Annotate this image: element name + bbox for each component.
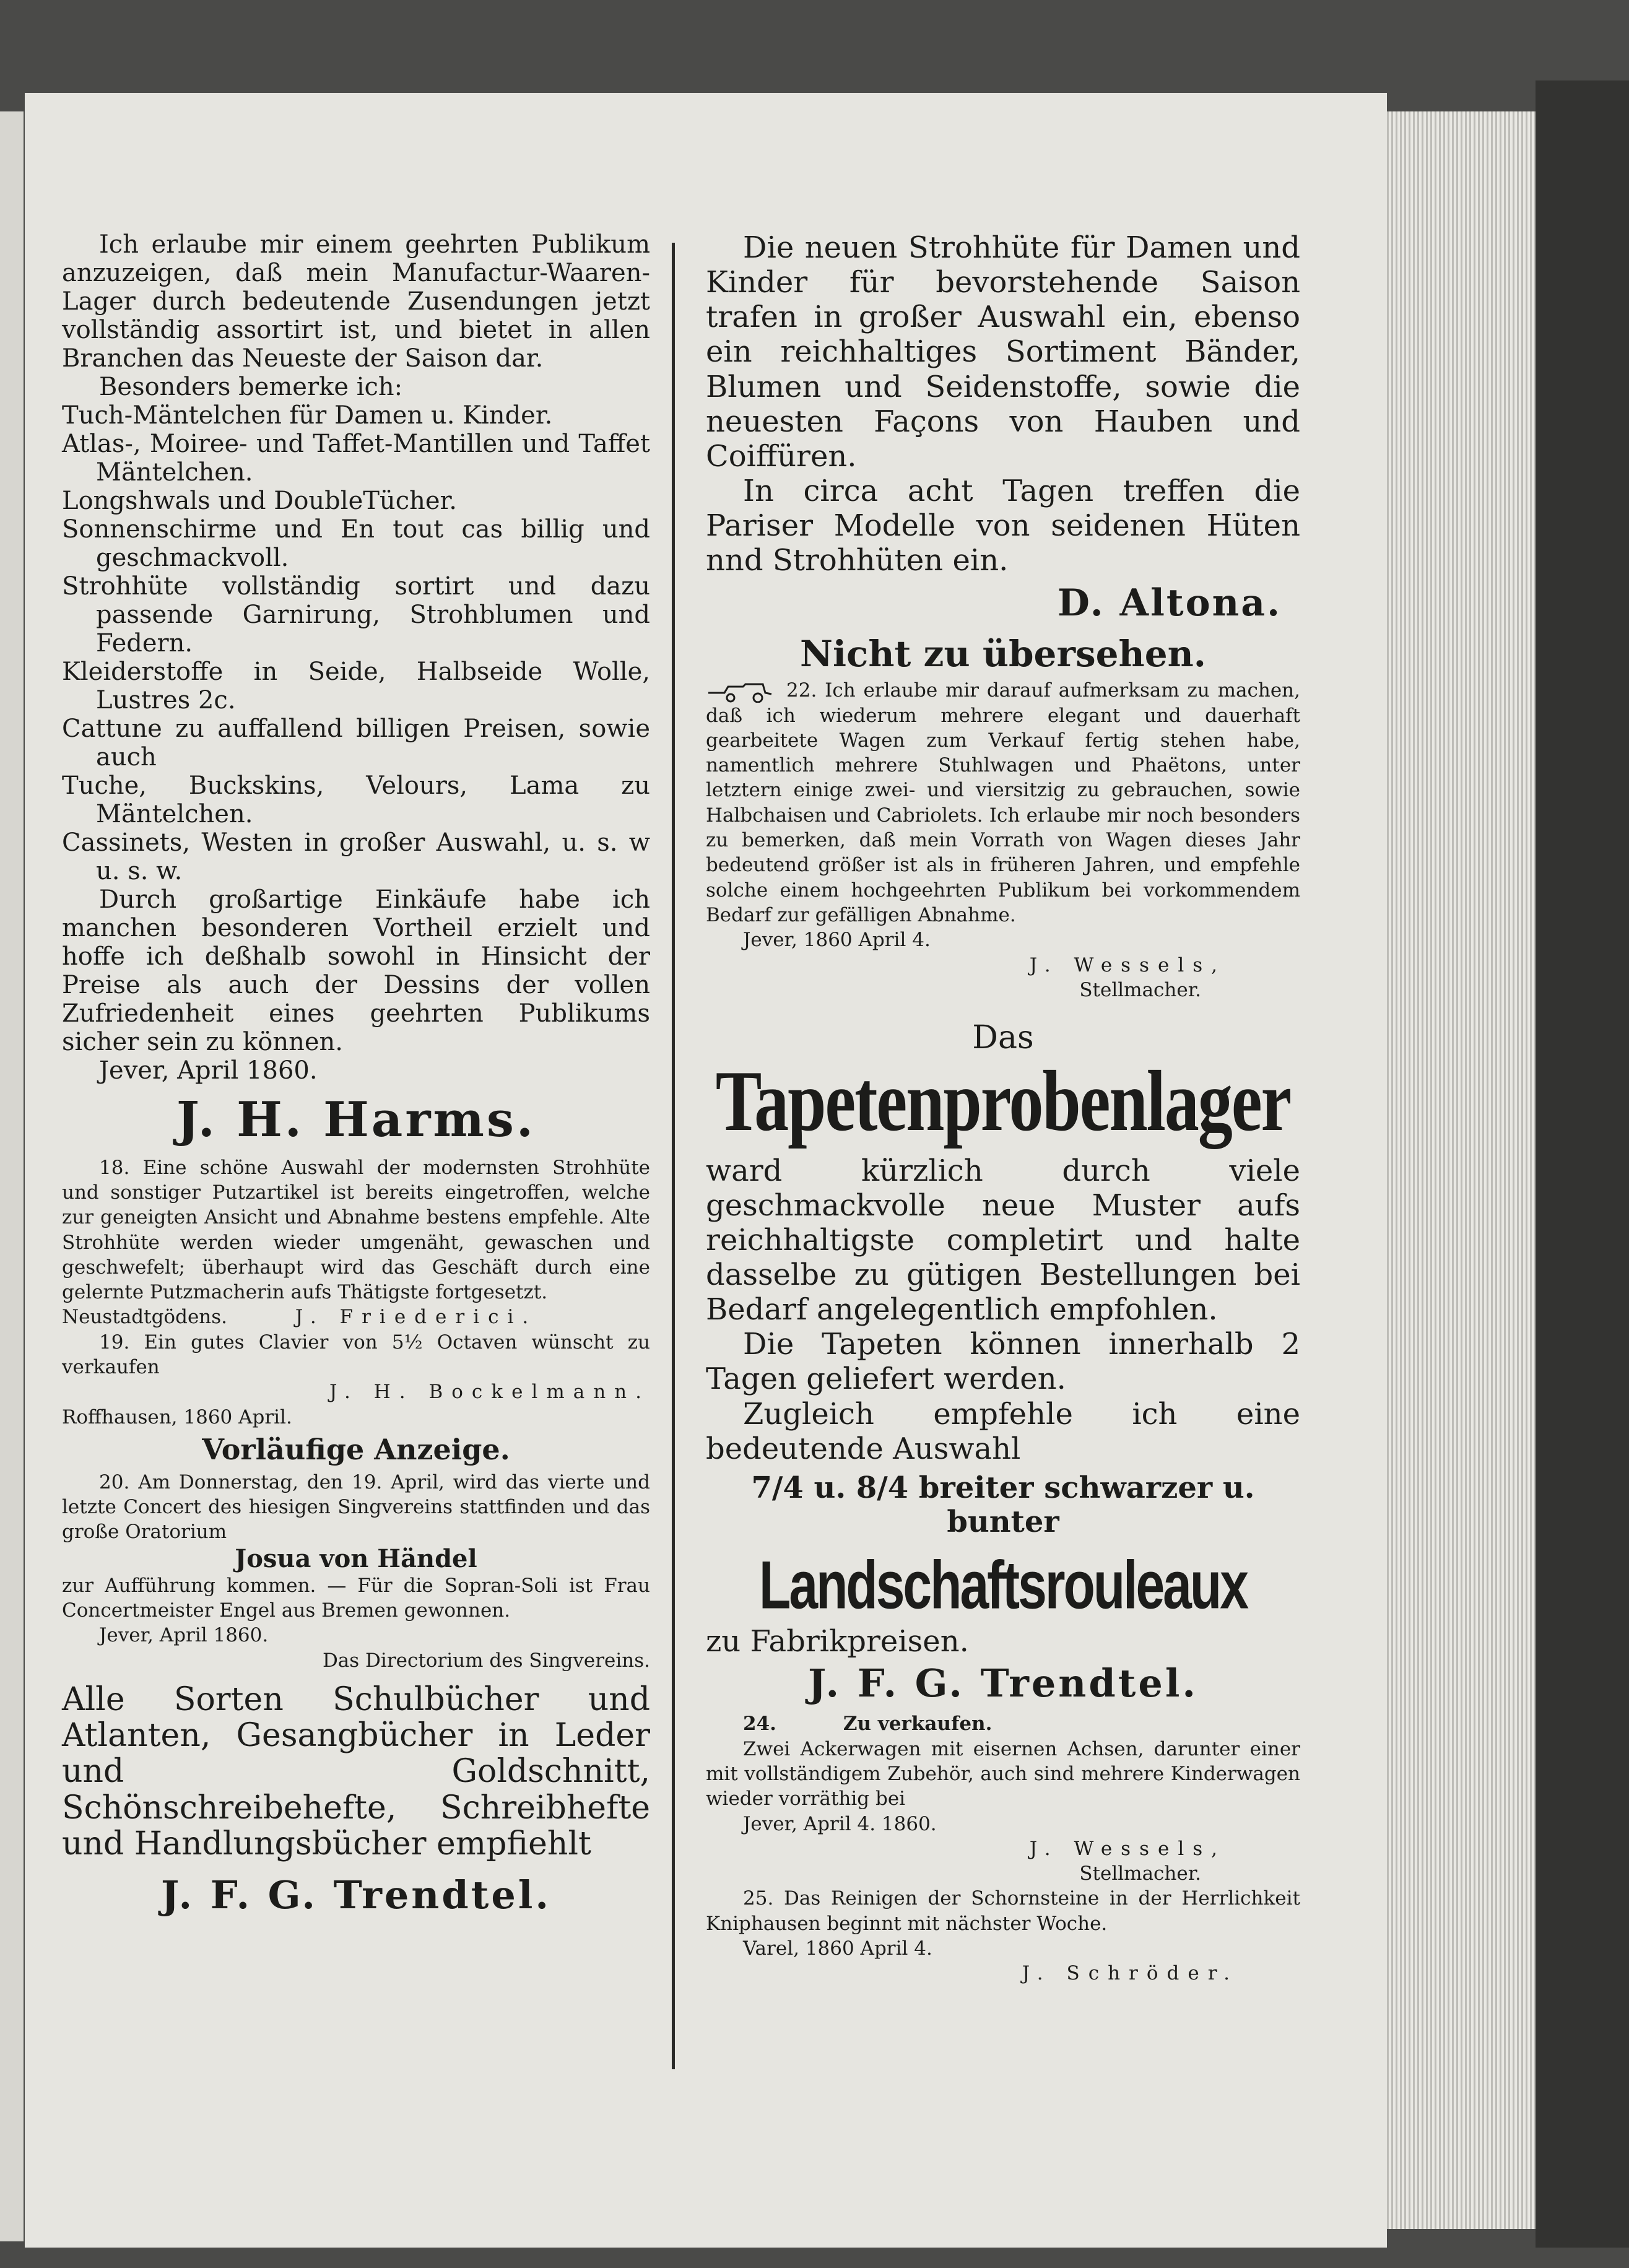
harms-item: Longshwals und DoubleTücher. xyxy=(62,487,457,515)
ad-25-signature-text: J. Schröder. xyxy=(1022,1962,1238,1985)
ad-18-signature-line xyxy=(62,1305,650,1329)
harms-besonders: Besonders bemerke ich: xyxy=(99,373,403,401)
schoolbooks-firm-name: J. F. G. Trendtel. xyxy=(161,1872,551,1918)
ad-24-date: Jever, April 4. 1860. xyxy=(743,1812,937,1835)
ad-22-body: 22. Ich erlaube mir darauf aufmerksam zu machen, daß ich wiederum mehrere elegant und dauerhaft gearbeitete Wagen zum Verkauf fertig stehen habe, namentlich mehrere Stuhlwagen und Phaëtons, unter letztern einige zwei- und viersitzig zu gebrauchen, sowie Halbchaisen und Cabriolets. Ich erlaube mir noch besonders zu bemerken, daß mein Vorrath von Wagen dieses Jahr bedeutend größer ist als in früheren Jahren, und empfehle solche einem hochgeehrten Publikum bei vorkommendem Bedarf zur gefälligen Abnahme. xyxy=(706,679,1300,926)
left-column xyxy=(62,230,650,1917)
ad-22-role: Stellmacher. xyxy=(1079,978,1201,1001)
ad-19-place: Roffhausen, 1860 April. xyxy=(62,1406,292,1428)
ad-18-place: Neustadtgödens. xyxy=(62,1306,228,1329)
ad-22-signature-text: J. Wessels, xyxy=(1029,954,1226,976)
carriage-icon xyxy=(706,680,774,703)
previous-page-edge xyxy=(0,111,24,2241)
harms-item: Cassinets, Westen in großer Auswahl, u. s. w u. s. w. xyxy=(62,828,650,885)
rouleaux-line: 7/4 u. 8/4 breiter schwarzer u. bunter xyxy=(751,1470,1255,1540)
ad-19-text: 19. Ein gutes Clavier von 5½ Octaven wünscht zu verkaufen xyxy=(62,1331,650,1379)
nicht-zu-uebersehen-heading: Nicht zu übersehen. xyxy=(800,632,1206,675)
harms-item: Atlas-, Moiree- und Taffet-Mantillen und Taffet Mäntelchen. xyxy=(62,430,650,487)
trendtel-firm-name: J. F. G. Trendtel. xyxy=(808,1661,1198,1706)
book-page-stack-edge xyxy=(1387,111,1536,2229)
ad-24-signature xyxy=(706,1836,1226,1861)
tapeten-text-3: Zugleich empfehle ich eine bedeutende Auswahl xyxy=(706,1396,1300,1466)
ad-20-signature: Das Directorium des Singvereins. xyxy=(322,1649,650,1672)
altona-firm-name: D. Altona. xyxy=(1057,581,1282,625)
schoolbooks-text: Alle Sorten Schulbücher und Atlanten, Gesangbücher in Leder und Goldschnitt, Schönschreibehefte, Schreibhefte und Handlungsbücher empfiehlt xyxy=(62,1680,650,1862)
ad-24-signature-text: J. Wessels, xyxy=(1029,1837,1226,1860)
ad-20-text-continued: zur Aufführung kommen. — Für die Sopran-Soli ist Frau Concertmeister Engel aus Bremen gewonnen. xyxy=(62,1574,650,1622)
harms-intro: Ich erlaube mir einem geehrten Publikum anzuzeigen, daß mein Manufactur-Waaren-Lager durch bedeutende Zusendungen jetzt vollständig assortirt ist, und bietet in allen Branchen das Neueste der Saison dar. xyxy=(62,230,650,373)
harms-closing: Durch großartige Einkäufe habe ich manchen besonderen Vortheil erzielt und hoffe ich deßhalb sowohl in Hinsicht der Preise als auch der Dessins der vollen Zufriedenheit eines geehrten Publikums sicher sein zu können. xyxy=(62,885,650,1056)
tapeten-text-2: Die Tapeten können innerhalb 2 Tagen geliefert werden. xyxy=(706,1327,1300,1397)
tapeten-intro: Das xyxy=(972,1019,1034,1057)
ad-20-work-title: Josua von Händel xyxy=(235,1544,477,1573)
ad-20-date: Jever, April 1860. xyxy=(99,1624,269,1647)
harms-date: Jever, April 1860. xyxy=(99,1056,318,1085)
ad-22-date: Jever, 1860 April 4. xyxy=(743,929,931,952)
ad-24-role: Stellmacher. xyxy=(1079,1862,1201,1885)
ad-24-text: Zwei Ackerwagen mit eisernen Achsen, darunter einer mit vollständigem Zubehör, auch sind mehrere Kinderwagen wieder vorräthig bei xyxy=(706,1737,1300,1810)
tapeten-text: ward kürzlich durch viele geschmackvolle neue Muster aufs reichhaltigste completirt und halte dasselbe zu gütigen Bestellungen bei Bedarf angelegentlich empfohlen. xyxy=(706,1153,1300,1327)
altona-text: Die neuen Strohhüte für Damen und Kinder für bevorstehende Saison trafen in großer Auswahl ein, ebenso ein reichhaltiges Sortiment Bänder, Blumen und Seidenstoffe, sowie die neuesten Façons von Hauben und Coiffüren. xyxy=(706,230,1300,474)
harms-item: Tuch-Mäntelchen für Damen u. Kinder. xyxy=(62,401,553,430)
tapetenprobenlager-title: Tapetenprobenlager xyxy=(715,1053,1291,1150)
ad-25-date: Varel, 1860 April 4. xyxy=(743,1937,932,1960)
ad-25-text: 25. Das Reinigen der Schornsteine in der Herrlichkeit Kniphausen beginnt mit nächster Woche. xyxy=(706,1887,1300,1935)
column-divider xyxy=(672,243,675,2069)
harms-item: Kleiderstoffe in Seide, Halbseide Wolle, Lustres 2c. xyxy=(62,658,650,715)
harms-firm-name: J. H. Harms. xyxy=(176,1092,536,1148)
ad-18-signature: J. Friederici. xyxy=(295,1306,537,1329)
landschaftsrouleaux-title: Landschaftsrouleaux xyxy=(759,1547,1247,1623)
fabrikpreisen-line: zu Fabrikpreisen. xyxy=(706,1623,969,1659)
right-column xyxy=(706,230,1300,1986)
vorlaeufige-anzeige-heading: Vorläufige Anzeige. xyxy=(202,1432,510,1466)
ad-20-text: 20. Am Donnerstag, den 19. April, wird das vierte und letzte Concert des hiesigen Singvereins stattfinden und das große Oratorium xyxy=(62,1471,650,1544)
ad-18-text: 18. Eine schöne Auswahl der modernsten Strohhüte und sonstiger Putzartikel ist bereits eingetroffen, welche zur geneigten Ansicht und Abnahme bestens empfehle. Alte Strohhüte werden wieder umgenäht, gewaschen und geschwefelt; überhaupt wird das Geschäft durch eine gelernte Putzmacherin aufs Thätigste fortgesetzt. xyxy=(62,1156,650,1304)
book-binding xyxy=(1536,80,1629,2248)
ad-24-heading: 24. Zu verkaufen. xyxy=(743,1713,993,1736)
ad-25-signature xyxy=(706,1961,1238,1986)
harms-item: Tuche, Buckskins, Velours, Lama zu Mäntelchen. xyxy=(62,771,650,828)
harms-item: Sonnenschirme und En tout cas billig und geschmackvoll. xyxy=(62,515,650,572)
ad-19-signature xyxy=(62,1379,650,1404)
ad-19-signature-text: J. H. Bockelmann. xyxy=(329,1381,650,1404)
harms-item: Strohhüte vollständig sortirt und dazu passende Garnirung, Strohblumen und Federn. xyxy=(62,572,650,658)
ad-22-signature xyxy=(706,953,1226,978)
ad-22-text xyxy=(706,678,1300,928)
altona-text-continued: In circa acht Tagen treffen die Pariser Modelle von seidenen Hüten nnd Strohhüten ein. xyxy=(706,474,1300,578)
harms-item: Cattune zu auffallend billigen Preisen, sowie auch xyxy=(62,715,650,771)
